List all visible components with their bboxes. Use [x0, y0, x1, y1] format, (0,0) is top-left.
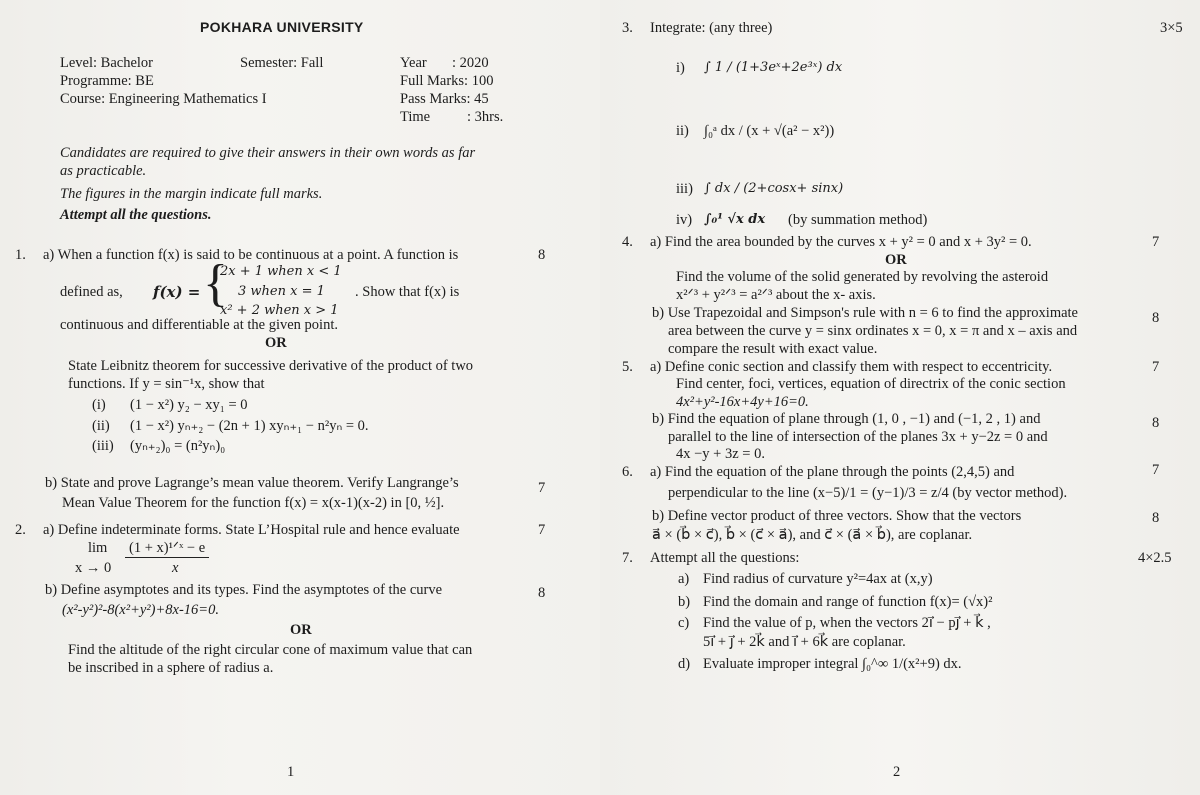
part-label: iii)	[676, 181, 693, 197]
instruction: Attempt all the questions.	[60, 207, 212, 223]
marks: 7	[1152, 234, 1160, 250]
part-label: (i)	[92, 397, 106, 413]
question-text: (x²-y²)²-8(x²+y²)+8x-16=0.	[62, 602, 219, 618]
question-text: continuous and differentiable at the given point.	[60, 317, 338, 333]
university-title: POKHARA UNIVERSITY	[200, 19, 364, 35]
piecewise-case: x² + 2 when x > 1	[220, 303, 339, 318]
time-label: Time	[400, 109, 431, 125]
integral: ∫₀¹ √x dx	[704, 212, 766, 227]
integral: ∫ 1 / (1+3eˣ+2e³ˣ) dx	[704, 60, 843, 75]
function-label: f(x) =	[153, 283, 201, 301]
question-number: 2.	[15, 522, 26, 538]
question-text: a) When a function f(x) is said to be continuous at a point. A function is	[43, 247, 459, 263]
question-text: a) Find the equation of the plane through the points (2,4,5) and	[650, 464, 1015, 480]
marks: 7	[538, 480, 546, 496]
brace-icon: {	[203, 255, 228, 312]
page-number: 1	[287, 764, 295, 780]
time-value: : 3hrs.	[467, 109, 504, 125]
piecewise-case: 3 when x = 1	[238, 284, 325, 299]
programme: Programme: BE	[60, 73, 154, 89]
question-text: functions. If y = sin⁻¹x, show that	[68, 376, 265, 392]
question-text: Mean Value Theorem for the function f(x) = x(x-1)(x-2) in [0, ½].	[62, 495, 445, 511]
or-divider: OR	[265, 335, 287, 351]
question-number: 4.	[622, 234, 633, 250]
part-text: Find the domain and range of function f(x)= (√x)²	[703, 594, 993, 610]
exam-page-2	[600, 0, 1200, 795]
part-label: (ii)	[92, 418, 110, 434]
limit-denominator: x	[172, 560, 179, 576]
or-divider: OR	[885, 252, 907, 268]
question-text: perpendicular to the line (x−5)/1 = (y−1)/3 = z/4 (by vector method).	[668, 485, 1068, 501]
question-text: b) Find the equation of plane through (1, 0 , −1) and (−1, 2 , 1) and	[652, 411, 1041, 427]
marks: 8	[1152, 510, 1160, 526]
question-number: 6.	[622, 464, 633, 480]
marks: 7	[1152, 359, 1160, 375]
question-text: Integrate: (any three)	[650, 20, 773, 36]
instruction: as practicable.	[60, 163, 147, 179]
part-label: (iii)	[92, 438, 114, 454]
part-note: (by summation method)	[788, 212, 928, 228]
question-number: 7.	[622, 550, 633, 566]
part-text: (1 − x²) yₙ₊₂ − (2n + 1) xyₙ₊₁ − n²yₙ = 0.	[130, 418, 369, 434]
year-value: : 2020	[452, 55, 489, 71]
question-text: be inscribed in a sphere of radius a.	[68, 660, 274, 676]
marks: 8	[538, 585, 546, 601]
question-text: b) Define asymptotes and its types. Find the asymptotes of the curve	[45, 582, 443, 598]
part-label: b)	[678, 594, 691, 610]
instruction: Candidates are required to give their answers in their own words as far	[60, 145, 476, 161]
question-text: Find the altitude of the right circular cone of maximum value that can	[68, 642, 473, 658]
integral: ∫ dx / (2+cosx+ sinx)	[704, 181, 844, 196]
question-text: parallel to the line of intersection of the planes 3x + y−2z = 0 and	[668, 429, 1048, 445]
question-text: b) Use Trapezoidal and Simpson's rule with n = 6 to find the approximate	[652, 305, 1078, 321]
marks: 3×5	[1160, 20, 1183, 36]
instruction: The figures in the margin indicate full marks.	[60, 186, 323, 202]
part-label: d)	[678, 656, 691, 672]
part-text: (yₙ₊₂)₀ = (n²yₙ)₀	[130, 438, 226, 454]
part-text: (1 − x²) y₂ − xy₁ = 0	[130, 397, 248, 413]
question-text: . Show that f(x) is	[355, 284, 460, 300]
limit-variable: x → 0	[75, 560, 112, 576]
question-text: compare the result with exact value.	[668, 341, 878, 357]
limit-numerator: (1 + x)¹ᐟˣ − e	[125, 539, 209, 558]
question-number: 3.	[622, 20, 633, 36]
part-text: 5i⃗ + j⃗ + 2k⃗ and i⃗ + 6k⃗ are coplanar.	[703, 634, 906, 650]
question-text: a) Define conic section and classify them with respect to eccentricity.	[650, 359, 1053, 375]
question-text: 4x²+y²-16x+4y+16=0.	[676, 394, 809, 410]
pass-marks: Pass Marks: 45	[400, 91, 489, 107]
question-text: b) Define vector product of three vectors. Show that the vectors	[652, 508, 1022, 524]
marks: 8	[1152, 415, 1160, 431]
or-divider: OR	[290, 622, 312, 638]
question-text: a) Find the area bounded by the curves x + y² = 0 and x + 3y² = 0.	[650, 234, 1032, 250]
part-label: c)	[678, 615, 690, 631]
question-text: defined as,	[60, 284, 123, 300]
marks: 7	[1152, 462, 1160, 478]
year-label: Year	[400, 55, 427, 71]
part-text: Evaluate improper integral ∫₀^∞ 1/(x²+9) dx.	[703, 656, 962, 672]
marks: 8	[1152, 310, 1160, 326]
part-label: iv)	[676, 212, 693, 228]
level: Level: Bachelor	[60, 55, 153, 71]
question-number: 1.	[15, 247, 26, 263]
question-text: b) State and prove Lagrange’s mean value theorem. Verify Langrange’s	[45, 475, 459, 491]
semester: Semester: Fall	[240, 55, 324, 71]
question-text: 4x −y + 3z = 0.	[676, 446, 765, 462]
part-text: Find radius of curvature y²=4ax at (x,y)	[703, 571, 933, 587]
part-label: ii)	[676, 123, 689, 139]
page-number: 2	[893, 764, 901, 780]
question-text: a⃗ × (b⃗ × c⃗), b⃗ × (c⃗ × a⃗), and c⃗ × (a⃗ × b⃗), are coplanar.	[652, 527, 973, 543]
question-text: Find center, foci, vertices, equation of directrix of the conic section	[676, 376, 1066, 392]
limit-label: lim	[88, 540, 108, 556]
question-text: x²ᐟ³ + y²ᐟ³ = a²ᐟ³ about the x- axis.	[676, 287, 876, 303]
piecewise-case: 2x + 1 when x < 1	[220, 264, 342, 279]
part-label: a)	[678, 571, 690, 587]
question-text: Attempt all the questions:	[650, 550, 800, 566]
question-number: 5.	[622, 359, 633, 375]
question-text: a) Define indeterminate forms. State L’Hospital rule and hence evaluate	[43, 522, 460, 538]
full-marks: Full Marks: 100	[400, 73, 494, 89]
question-text: State Leibnitz theorem for successive derivative of the product of two	[68, 358, 474, 374]
integral: ∫₀ᵃ dx / (x + √(a² − x²))	[704, 123, 835, 139]
question-text: area between the curve y = sinx ordinates x = 0, x = π and x – axis and	[668, 323, 1078, 339]
part-label: i)	[676, 60, 685, 76]
course: Course: Engineering Mathematics I	[60, 91, 267, 107]
question-text: Find the volume of the solid generated by revolving the asteroid	[676, 269, 1049, 285]
marks: 8	[538, 247, 546, 263]
marks: 4×2.5	[1138, 550, 1172, 566]
marks: 7	[538, 522, 546, 538]
part-text: Find the value of p, when the vectors 2i⃗ − pj⃗ + k⃗ ,	[703, 615, 991, 631]
